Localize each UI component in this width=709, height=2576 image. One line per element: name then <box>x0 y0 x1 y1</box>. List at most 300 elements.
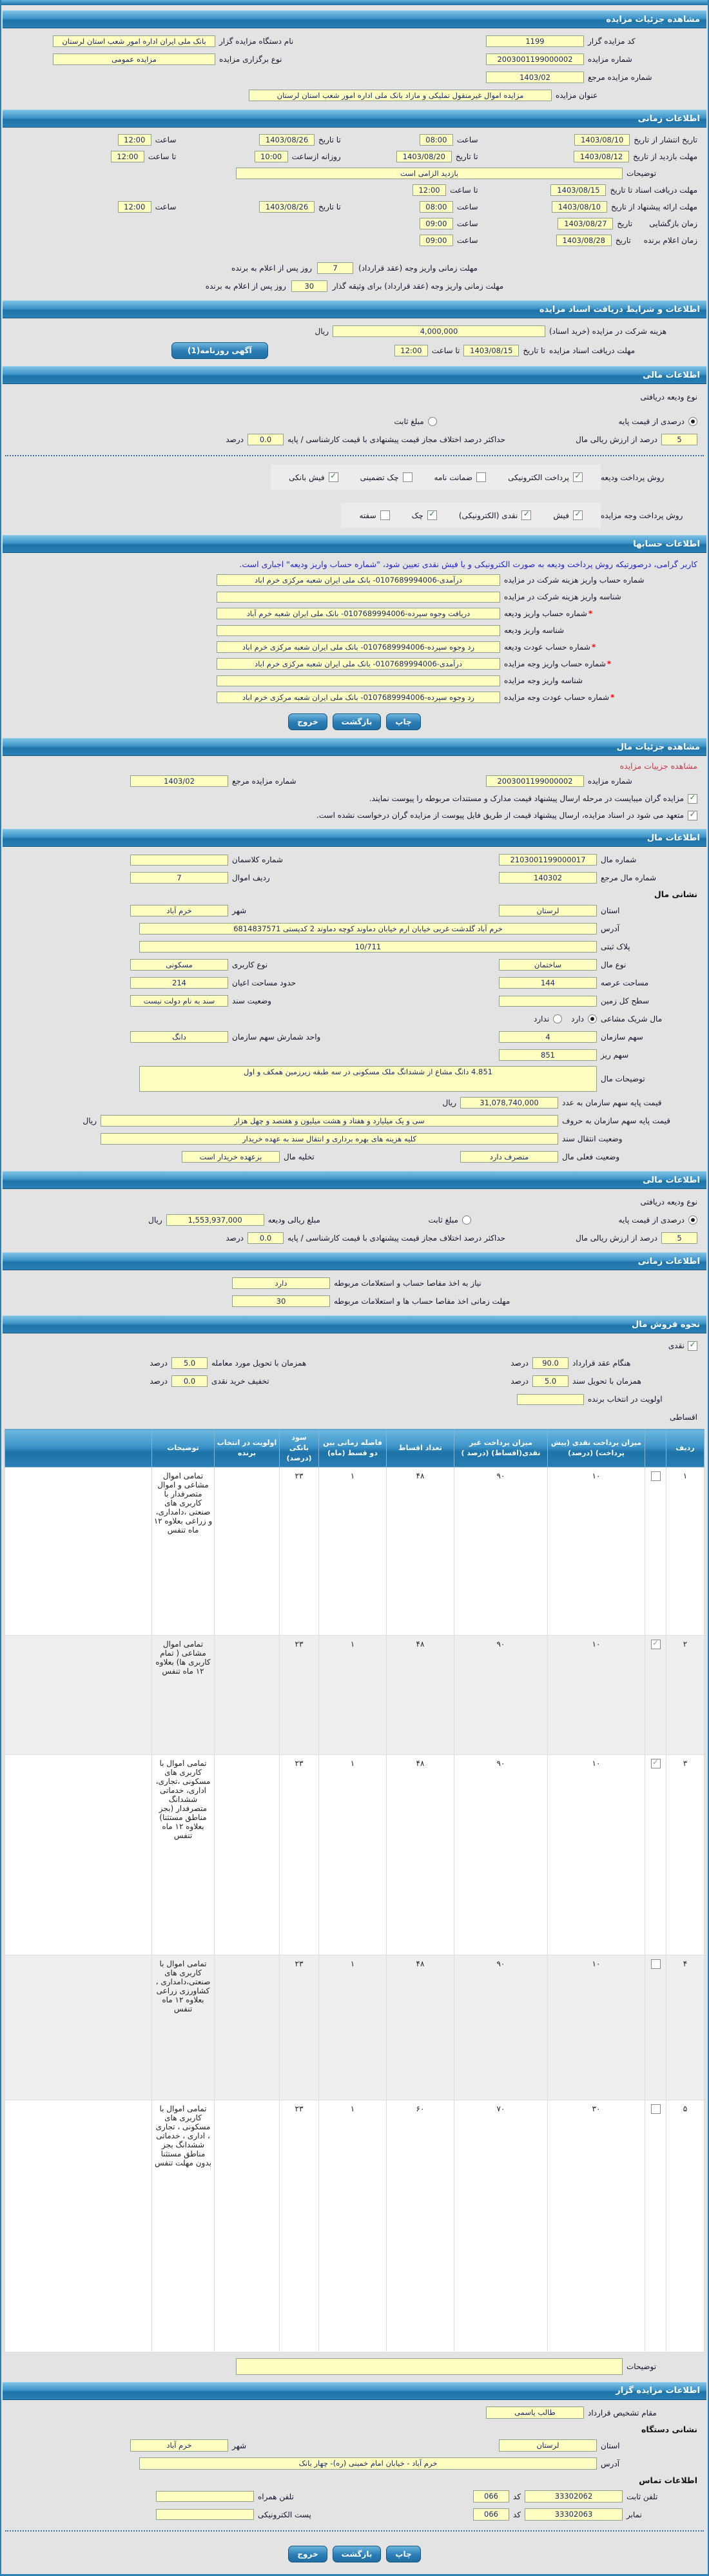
col-header-bank-interest: سود بانکی (درصد) <box>280 1429 319 1467</box>
bidder-province-field[interactable]: لرستان <box>499 2439 597 2452</box>
acc-auction-pay-field[interactable]: درآمدی-0107689994006- بانک ملی ایران شعبه مرکزی خرم اباد <box>217 658 500 670</box>
class-number-field[interactable] <box>130 855 228 866</box>
org-name-field[interactable]: بانک ملی ایران اداره امور شعب استان لرستان <box>53 35 215 48</box>
city-field[interactable]: خرم آباد <box>130 905 228 917</box>
electronic-payment-checkbox[interactable] <box>573 472 583 482</box>
asset-row-label: ردیف اموال <box>232 873 270 882</box>
plate-field[interactable]: 10/711 <box>139 941 597 953</box>
row-description: تمامی اموال با کاربری های مسکونی ،تجاری، اداری، خدماتی ششدانگ متصرفدار (بجز مناطق مستثنا) بعلاوه ۱۲ ماه تنفس <box>152 1754 215 1955</box>
mal-address-header: نشانی مال <box>654 889 697 899</box>
on-delivery-label: همزمان با تحویل مورد معامله <box>211 1359 307 1368</box>
mal-ref-label: شماره مال مرجع <box>601 873 657 882</box>
max-diff-field[interactable]: 0.0 <box>248 434 284 446</box>
bidder-address-field[interactable]: خرم آباد - خیابان امام خمینی (ره)- چهار بانک <box>139 2457 597 2470</box>
auction-title-field[interactable]: مزایده اموال غیرمنقول تملیکی و مازاد بانک ملی اداره امور شعب استان لرستان <box>249 90 552 102</box>
offer-from-time-field[interactable]: 08:00 <box>420 201 453 213</box>
bank-interest: ۲۳ <box>280 1754 319 1955</box>
max-diff2-field[interactable]: 0.0 <box>248 1232 284 1244</box>
pay30-label: مهلت زمانی واریز وجه (عقد قرارداد) برای وثیقه گذار <box>332 282 504 291</box>
to-hour-label: تا ساعت <box>148 152 177 161</box>
phone-label: تلفن ثابت <box>626 2492 658 2501</box>
auction-ref-field[interactable]: 1403/02 <box>486 72 584 84</box>
col-header-description: توضیحات <box>152 1429 215 1467</box>
priority <box>215 1635 280 1754</box>
attach-docs-checkbox[interactable] <box>688 794 697 804</box>
cash-percent: ۱۰ <box>548 1635 645 1754</box>
docs-deadline-date-field[interactable]: 1403/08/15 <box>550 184 606 197</box>
partner-no-radio[interactable] <box>553 1014 562 1023</box>
clearance-deadline-field[interactable]: 30 <box>232 1295 330 1308</box>
acc-fee-id-label: شناسه واریز هزینه شرکت در مزایده <box>504 592 621 601</box>
code-label: کد <box>512 2492 521 2501</box>
row-select-checkbox[interactable] <box>651 2104 661 2114</box>
percent-label: درصد <box>510 1377 529 1386</box>
acc-auction-pay-id-field[interactable] <box>217 675 500 686</box>
org-share-label: سهم سازمان <box>601 1032 643 1041</box>
priority <box>215 2100 280 2352</box>
mal-auction-number-field[interactable]: 2003001199000002 <box>486 775 584 788</box>
bidder-city-field[interactable]: خرم آباد <box>130 2439 228 2452</box>
pay7-label: مهلت زمانی واریز وجه (عقد قرارداد) <box>358 264 478 273</box>
contract-authority-field[interactable]: طالب یاسمی <box>486 2407 584 2419</box>
acc-fee-deposit-field[interactable]: درآمدی-0107689994006- بانک ملی ایران شعبه مرکزی خرم اباد <box>217 574 500 586</box>
exit-button[interactable]: خروج <box>288 713 327 730</box>
section-title: اطلاعات و شرایط دریافت اسناد مزایده <box>539 304 700 315</box>
partner-yes-label: دارد <box>571 1014 584 1023</box>
base-price-number-label: قیمت پایه سهم سازمان به عدد <box>562 1098 662 1107</box>
acc-deposit-return-field[interactable]: رد وجوه سپرده-0107689994006- بانک ملی ایران شعبه مرکزی خرم اباد <box>217 641 500 654</box>
email-field[interactable] <box>156 2509 254 2520</box>
to-hour-label: تا ساعت <box>431 346 460 355</box>
row-description: تمامی اموال با کاربری های صنعتی،دامداری ، کشاورزی زراعی بعلاوه ۱۲ ماه تنفس <box>152 1955 215 2100</box>
bank-interest: ۲۳ <box>280 1955 319 2100</box>
transfer-status-field[interactable]: کلیه هزینه های بهره برداری و انتقال سند به عهده خریدار <box>101 1133 558 1145</box>
deposit-percent2-suffix: درصد از ارزش ریالی مال <box>576 1234 657 1243</box>
winner-time-field[interactable]: 09:00 <box>420 235 453 247</box>
current-status-label: وضعیت فعلی مال <box>562 1152 620 1161</box>
section-bar-accounts <box>3 535 706 553</box>
fixed-amount2-radio[interactable] <box>462 1215 471 1225</box>
clearance-needed-label: نیاز به اخذ مفاصا حساب و استعلامات مربوطه <box>334 1279 481 1288</box>
hour-label: ساعت <box>456 135 478 144</box>
participation-fee-label: هزینه شرکت در مزایده (خرید اسناد) <box>549 327 667 336</box>
mal-number-label: شماره مال <box>601 855 637 864</box>
bidder-address-header: نشانی دستگاه <box>641 2424 697 2434</box>
installment-count: ۴۸ <box>387 1955 454 2100</box>
sale-notes-label: توضیحات <box>626 2361 657 2371</box>
acc-auction-return-label: *شماره حساب عودت وجه مزایده <box>504 693 615 702</box>
noncash-percent: ۹۰ <box>454 1754 548 1955</box>
rial-label: ریال <box>83 1116 97 1125</box>
mal-auction-number-label: شماره مزایده <box>588 777 632 786</box>
percent-of-base-label: درصدی از قیمت پایه <box>618 417 685 426</box>
clearance-deadline-label: مهلت زمانی اخذ مفاصا حساب ها و استعلامات مربوطه <box>334 1297 510 1306</box>
row-select-checkbox[interactable] <box>651 1471 661 1481</box>
installment-table <box>5 1429 704 2352</box>
docs-deadline-label: مهلت دریافت اسناد تا تاریخ <box>610 186 697 195</box>
visit-notes-label: توضیحات <box>626 169 657 178</box>
mal-address-label: آدرس <box>601 924 620 933</box>
percent-of-base2-label: درصدی از قیمت پایه <box>618 1215 685 1225</box>
fixed-amount2-label: مبلغ ثابت <box>428 1215 458 1225</box>
winner-announce-label: زمان اعلام برنده <box>643 236 697 245</box>
filler-cell <box>5 1467 152 1635</box>
section-title: اطلاعات مزایده گزار <box>616 2386 700 2396</box>
row-index: ۲ <box>666 1635 704 1754</box>
attach-docs-label: مزایده گران میبایست در مرحله ارسال پیشنهاد قیمت مدارک و مستندات مربوطه را پیوست نمایند. <box>369 794 684 803</box>
sale-notes-field[interactable] <box>236 2358 623 2375</box>
row-index: ۱ <box>666 1467 704 1635</box>
col-header-noncash-percent: میزان پرداخت غیر نقدی(اقساط) (درصد ) <box>454 1429 548 1467</box>
percent-label: درصد <box>226 1234 244 1243</box>
certified-check-label: چک تضمینی <box>360 472 399 482</box>
installment-label: اقساطی <box>670 1413 697 1422</box>
percent-of-base-radio[interactable] <box>688 417 697 426</box>
mal-desc-field[interactable]: 4.851 دانگ مشاع از ششدانگ ملک مسکونی در سه طبقه زیرزمین همکف و اول <box>139 1066 597 1092</box>
check-checkbox[interactable] <box>427 510 437 520</box>
installment-count: ۶۰ <box>387 2100 454 2352</box>
priority <box>215 1754 280 1955</box>
cash-sale-checkbox[interactable] <box>688 1341 697 1351</box>
slip-checkbox[interactable] <box>573 510 583 520</box>
row-select-checkbox[interactable] <box>651 1959 661 1969</box>
auction-pay-methods-panel <box>341 503 601 528</box>
share-unit-field[interactable]: دانگ <box>130 1031 228 1043</box>
percent-label: درصد <box>150 1377 168 1386</box>
row-index: ۴ <box>666 1955 704 2100</box>
section-title: مشاهده جزئیات مزایده <box>606 14 700 24</box>
acc-deposit-label: *شماره حساب واریز ودیعه <box>504 609 593 618</box>
auctioneer-code-field[interactable]: 1199 <box>486 35 584 48</box>
mobile-label: تلفن همراه <box>258 2492 294 2501</box>
mal-address-field[interactable]: خرم آباد گلدشت غربی خیابان ارم خیابان دماوند کوچه دماوند 2 کدپستی 6814837571 <box>139 923 597 935</box>
building-area-field[interactable]: 214 <box>130 977 228 989</box>
col-header-select <box>645 1429 666 1467</box>
col-header-filler <box>5 1429 152 1467</box>
bank-interest: ۲۳ <box>280 1467 319 1635</box>
required-star: * <box>588 609 593 618</box>
fax-label: نمابر <box>626 2510 642 2519</box>
filler-cell <box>5 1955 152 2100</box>
share-unit-label: واحد شمارش سهم سازمان <box>232 1032 321 1041</box>
org-share-field[interactable]: 4 <box>499 1031 597 1043</box>
offer-deadline-label: مهلت ارائه پیشنهاد از تاریخ <box>610 202 697 211</box>
province-field[interactable]: لرستان <box>499 905 597 917</box>
deposit-percent2-field[interactable]: 5 <box>661 1232 697 1244</box>
row-select-checkbox[interactable] <box>651 1640 661 1649</box>
fax-code-field[interactable]: 066 <box>473 2508 509 2521</box>
bank-slip-checkbox[interactable] <box>329 472 338 482</box>
to-date-label: تا تاریخ <box>523 346 545 355</box>
auction-number-label: شماره مزایده <box>588 55 632 64</box>
mal-desc-label: توضیحات مال <box>601 1074 645 1083</box>
section-title: اطلاعات حسابها <box>633 539 700 549</box>
fixed-amount-label: مبلغ ثابت <box>394 417 424 426</box>
section-title: اطلاعات زمانی <box>637 113 700 124</box>
deposit-type2-label: نوع ودیعه دریافتی <box>640 1197 697 1206</box>
priority <box>215 1467 280 1635</box>
shared-partner-label: مال شریک مشاعی <box>601 1014 663 1023</box>
deposit-methods-panel <box>271 465 601 490</box>
installment-label-row <box>1 1408 708 1426</box>
cash-discount-field[interactable]: 0.0 <box>171 1375 208 1388</box>
cash-percent: ۳۰ <box>548 2100 645 2352</box>
on-contract-field[interactable]: 90.0 <box>532 1357 568 1370</box>
current-status-field[interactable]: متصرف دارد <box>460 1151 558 1163</box>
col-header-cash-percent: میزان پرداخت نقدی (پیش پرداخت) (درصد) <box>548 1429 645 1467</box>
on-deed-label: همزمان با تحویل سند <box>572 1377 641 1386</box>
deposit-percent-field[interactable]: 5 <box>661 434 697 446</box>
hour-label: ساعت <box>456 202 478 211</box>
acc-fee-id-field[interactable] <box>217 592 500 603</box>
section-bar-financial2 <box>3 1171 706 1189</box>
publish-from-time-field[interactable]: 08:00 <box>420 134 453 146</box>
contract-authority-label: مقام تشخیص قرارداد <box>588 2408 657 2417</box>
publish-from-date-field[interactable]: 1403/08/10 <box>574 134 630 146</box>
fixed-amount-radio[interactable] <box>428 417 437 426</box>
required-star: * <box>591 643 596 652</box>
percent-of-base2-radio[interactable] <box>688 1215 697 1225</box>
winner-priority-field[interactable] <box>517 1394 584 1405</box>
installment-count: ۴۸ <box>387 1635 454 1754</box>
installment-gap: ۱ <box>319 1754 387 1955</box>
table-row <box>5 1754 704 1955</box>
section-bar-auction-details <box>3 10 706 28</box>
no-price-file-checkbox[interactable] <box>688 811 697 820</box>
section-bar-doc-terms <box>3 300 706 318</box>
print-button[interactable]: چاپ <box>386 713 420 730</box>
visit-from-date-field[interactable]: 1403/08/12 <box>574 151 629 163</box>
section-bar-bidder-info <box>3 2382 706 2400</box>
section-title: اطلاعات مالی <box>643 370 700 380</box>
acc-fee-deposit-label: شماره حساب واریز هزینه شرکت در مزایده <box>504 576 645 585</box>
col-header-priority: اولویت در انتخاب برنده <box>215 1429 280 1467</box>
section-title: اطلاعات زمانی <box>637 1256 700 1266</box>
auction-ref-label: شماره مزایده مرجع <box>588 73 652 82</box>
winner-priority-label: اولویت در انتخاب برنده <box>588 1395 663 1404</box>
promissory-note-label: سفته <box>359 510 376 520</box>
exit-button[interactable]: خروج <box>288 2546 327 2562</box>
docs-receive-date-field[interactable]: 1403/08/15 <box>463 345 519 357</box>
usage-type-field[interactable]: مسکونی <box>130 959 228 971</box>
acc-deposit-field[interactable]: دریافت وجوه سپرده-0107689994006- بانک ملی ایران شعبه خرم آباد <box>217 608 500 620</box>
visit-to-date-field[interactable]: 1403/08/20 <box>396 151 452 163</box>
accounts-note: کاربر گرامی، درصورتیکه روش پرداخت ودیعه به صورت الکترونیکی و یا فیش نقدی تعیین شود، "شماره حساب واریز ودیعه" اجباری است. <box>239 559 697 569</box>
section-bar-financial <box>3 366 706 384</box>
filler-cell <box>5 1635 152 1754</box>
section-bar-mal-info <box>3 829 706 847</box>
priority <box>215 1955 280 2100</box>
total-land-field[interactable] <box>499 996 597 1007</box>
row-index: ۳ <box>666 1754 704 1955</box>
installment-gap: ۱ <box>319 1955 387 2100</box>
auctioneer-code-label: کد مزایده گزار <box>588 37 636 46</box>
percent-label: درصد <box>150 1359 168 1368</box>
on-delivery-field[interactable]: 5.0 <box>171 1357 208 1370</box>
filler-cell <box>5 1754 152 1955</box>
partner-yes-radio[interactable] <box>588 1014 597 1023</box>
table-row <box>5 1955 704 2100</box>
guarantee-letter-label: ضمانت نامه <box>434 472 473 482</box>
org-name-label: نام دستگاه مزایده گزار <box>219 37 294 46</box>
pay30-days-field[interactable]: 30 <box>291 280 327 293</box>
sub-share-field[interactable]: 851 <box>499 1049 597 1061</box>
province-label: استان <box>601 906 620 915</box>
base-price-words-field[interactable]: سی و یک میلیارد و هفتاد و هشت میلیون و هفتصد و چهل هزار <box>101 1115 558 1127</box>
bank-interest: ۲۳ <box>280 1635 319 1754</box>
asset-row-field[interactable]: 7 <box>130 872 228 884</box>
deed-status-label: وضعیت سند <box>232 996 271 1005</box>
offer-to-time-field[interactable]: 12:00 <box>118 201 151 213</box>
evacuation-field[interactable]: برعهده خریدار است <box>182 1151 280 1163</box>
publish-to-date-field[interactable]: 1403/08/26 <box>259 134 315 146</box>
mal-auction-ref-field[interactable]: 1403/02 <box>130 775 228 788</box>
cash-electronic-label: نقدی (الکترونیکی) <box>458 510 518 520</box>
deposit-type-label: نوع ودیعه دریافتی <box>640 392 697 402</box>
docs-deadline-time-field[interactable]: 12:00 <box>413 184 446 197</box>
section-title: اطلاعات مال <box>646 833 700 843</box>
cash-percent: ۱۰ <box>548 1754 645 1955</box>
slip-label: فیش <box>553 510 569 520</box>
acc-auction-return-field[interactable]: رد وجوه سپرده-0107689994006- بانک ملی ایران شعبه مرکزی خرم اباد <box>217 692 500 704</box>
mal-ref-field[interactable]: 140302 <box>499 872 597 884</box>
newspaper-ad-button[interactable]: آگهی روزنامه(1) <box>171 342 268 359</box>
rial-label: ریال <box>315 327 329 336</box>
opening-time-label: زمان بازگشایی <box>649 219 697 228</box>
col-header-row: ردیف <box>666 1429 704 1467</box>
noncash-percent: ۷۰ <box>454 2100 548 2352</box>
back-button[interactable]: بازگشت <box>333 713 382 730</box>
publish-date-label: تاریخ انتشار از تاریخ <box>634 135 697 144</box>
phone-field[interactable]: 33302062 <box>525 2490 623 2503</box>
auction-number-field[interactable]: 2003001199000002 <box>486 53 584 66</box>
cash-electronic-checkbox[interactable] <box>521 510 531 520</box>
cash-sale-label: نقدی <box>668 1341 685 1350</box>
percent-label: درصد <box>510 1359 529 1368</box>
max-diff-label: حداکثر درصد اختلاف مجاز قیمت پیشنهادی با قیمت کارشناسی / پایه <box>287 435 506 444</box>
bidder-city-label: شهر <box>232 2441 247 2450</box>
land-area-field[interactable]: 144 <box>499 977 597 989</box>
section-title: نحوه فروش مال <box>632 1319 700 1330</box>
to-date-label: تا تاریخ <box>455 152 478 161</box>
date-label: تاریخ <box>617 219 633 228</box>
city-label: شهر <box>232 906 247 915</box>
visit-notes-field[interactable]: بازدید الزامی است <box>236 168 623 180</box>
acc-auction-pay-label: *شماره حساب واریز وجه مزایده <box>504 659 612 668</box>
offer-from-date-field[interactable]: 1403/08/10 <box>552 201 607 213</box>
check-label: چک <box>411 510 423 520</box>
row-select-checkbox[interactable] <box>651 1759 661 1768</box>
date-label: تاریخ <box>615 236 631 245</box>
acc-deposit-id-field[interactable] <box>217 625 500 636</box>
participation-fee-field[interactable]: 4,000,000 <box>333 325 545 338</box>
auction-details-link[interactable]: مشاهده جزییات مزایده <box>619 761 697 771</box>
section-bar-sale-method <box>3 1315 706 1333</box>
rial-label: ریال <box>148 1215 162 1225</box>
top-frame-strip <box>1 0 708 5</box>
contact-info-header: اطلاعات تماس <box>639 2475 697 2485</box>
filler-cell <box>5 2100 152 2352</box>
deed-status-field[interactable]: سند به نام دولت نیست <box>130 995 228 1007</box>
hour-label: ساعت <box>155 135 177 144</box>
opening-time-field[interactable]: 09:00 <box>420 218 453 230</box>
deposit-amount-field[interactable]: 1,553,937,000 <box>166 1214 264 1226</box>
fax-field[interactable]: 33302063 <box>525 2508 623 2521</box>
docs-receive-time-field[interactable]: 12:00 <box>394 345 428 357</box>
visit-time-to-field[interactable]: 12:00 <box>111 151 144 163</box>
winner-date-field[interactable]: 1403/08/28 <box>556 235 612 247</box>
back-button[interactable]: بازگشت <box>333 2546 382 2562</box>
on-deed-field[interactable]: 5.0 <box>532 1375 568 1388</box>
offer-to-date-field[interactable]: 1403/08/26 <box>259 201 315 213</box>
base-price-number-field[interactable]: 31,078,740,000 <box>460 1097 558 1109</box>
hour-label: ساعت <box>155 202 177 211</box>
certified-check-checkbox[interactable] <box>403 472 413 482</box>
on-contract-label: هنگام عقد قرارداد <box>572 1359 631 1368</box>
installment-count: ۴۸ <box>387 1754 454 1955</box>
max-diff2-label: حداکثر درصد اختلاف مجاز قیمت پیشنهادی با قیمت کارشناسی / پایه <box>287 1234 506 1243</box>
auction-title-label: عنوان مزایده <box>556 91 598 100</box>
required-star: * <box>607 659 612 668</box>
section-title: اطلاعات مالی <box>643 1175 700 1185</box>
guarantee-letter-checkbox[interactable] <box>476 472 486 482</box>
acc-deposit-id-label: شناسه واریز ودیعه <box>504 626 565 635</box>
clearance-needed-field[interactable]: دارد <box>232 1277 330 1290</box>
col-header-installment-gap: فاصله زمانی بین دو قسط (ماه) <box>319 1429 387 1467</box>
total-land-label: سطح کل زمین <box>601 996 650 1005</box>
land-area-label: مساحت عرصه <box>601 978 649 987</box>
dotted-divider <box>5 2530 704 2532</box>
publish-to-time-field[interactable]: 12:00 <box>118 134 151 146</box>
docs-receive-deadline-label: مهلت دریافت اسناد مزایده <box>549 346 636 355</box>
auction-type-label: نوع برگزاری مزایده <box>219 55 282 64</box>
row-description: تمامی اموال با کاربری های مسکونی ، تجاری ، اداری ، خدماتی ششدانگ بجز مناطق مستثنا بدون مهلت تنفس <box>152 2100 215 2352</box>
hour-label: ساعت <box>456 236 478 245</box>
acc-auction-pay-id-label: شناسه واریز وجه مزایده <box>504 676 583 685</box>
plate-label: پلاک ثبتی <box>601 942 630 951</box>
pay30-suffix: روز پس از اعلام به برنده <box>205 282 286 291</box>
promissory-note-checkbox[interactable] <box>380 510 390 520</box>
mal-type-label: نوع مال <box>601 960 626 969</box>
to-hour-label: تا ساعت <box>450 186 478 195</box>
installment-gap: ۱ <box>319 1635 387 1754</box>
mal-auction-ref-label: شماره مزایده مرجع <box>232 777 296 786</box>
pay7-days-field[interactable]: 7 <box>317 262 353 275</box>
to-date-label: تا تاریخ <box>318 202 341 211</box>
mobile-field[interactable] <box>156 2491 254 2502</box>
sub-share-label: سهم ریز <box>601 1051 629 1060</box>
rial-label: ریال <box>442 1098 456 1107</box>
building-area-label: حدود مساحت اعیان <box>232 978 296 987</box>
opening-date-field[interactable]: 1403/08/27 <box>558 218 613 230</box>
noncash-percent: ۹۰ <box>454 1635 548 1754</box>
installment-gap: ۱ <box>319 2100 387 2352</box>
print-button[interactable]: چاپ <box>386 2546 420 2562</box>
bank-interest: ۲۳ <box>280 2100 319 2352</box>
bidder-address-label: آدرس <box>601 2459 620 2468</box>
mal-number-field[interactable]: 2103001199000017 <box>499 854 597 866</box>
visit-time-from-field[interactable]: 10:00 <box>255 151 288 163</box>
mal-type-field[interactable]: ساختمان <box>499 959 597 971</box>
auction-type-field[interactable]: مزایده عمومی <box>53 53 215 66</box>
noncash-percent: ۹۰ <box>454 1955 548 2100</box>
section-bar-time-info2 <box>3 1252 706 1270</box>
dotted-divider <box>5 455 704 456</box>
phone-code-field[interactable]: 066 <box>473 2490 509 2503</box>
acc-deposit-return-label: *شماره حساب عودت ودیعه <box>504 643 596 652</box>
table-row <box>5 2100 704 2352</box>
percent-label: درصد <box>226 435 244 444</box>
